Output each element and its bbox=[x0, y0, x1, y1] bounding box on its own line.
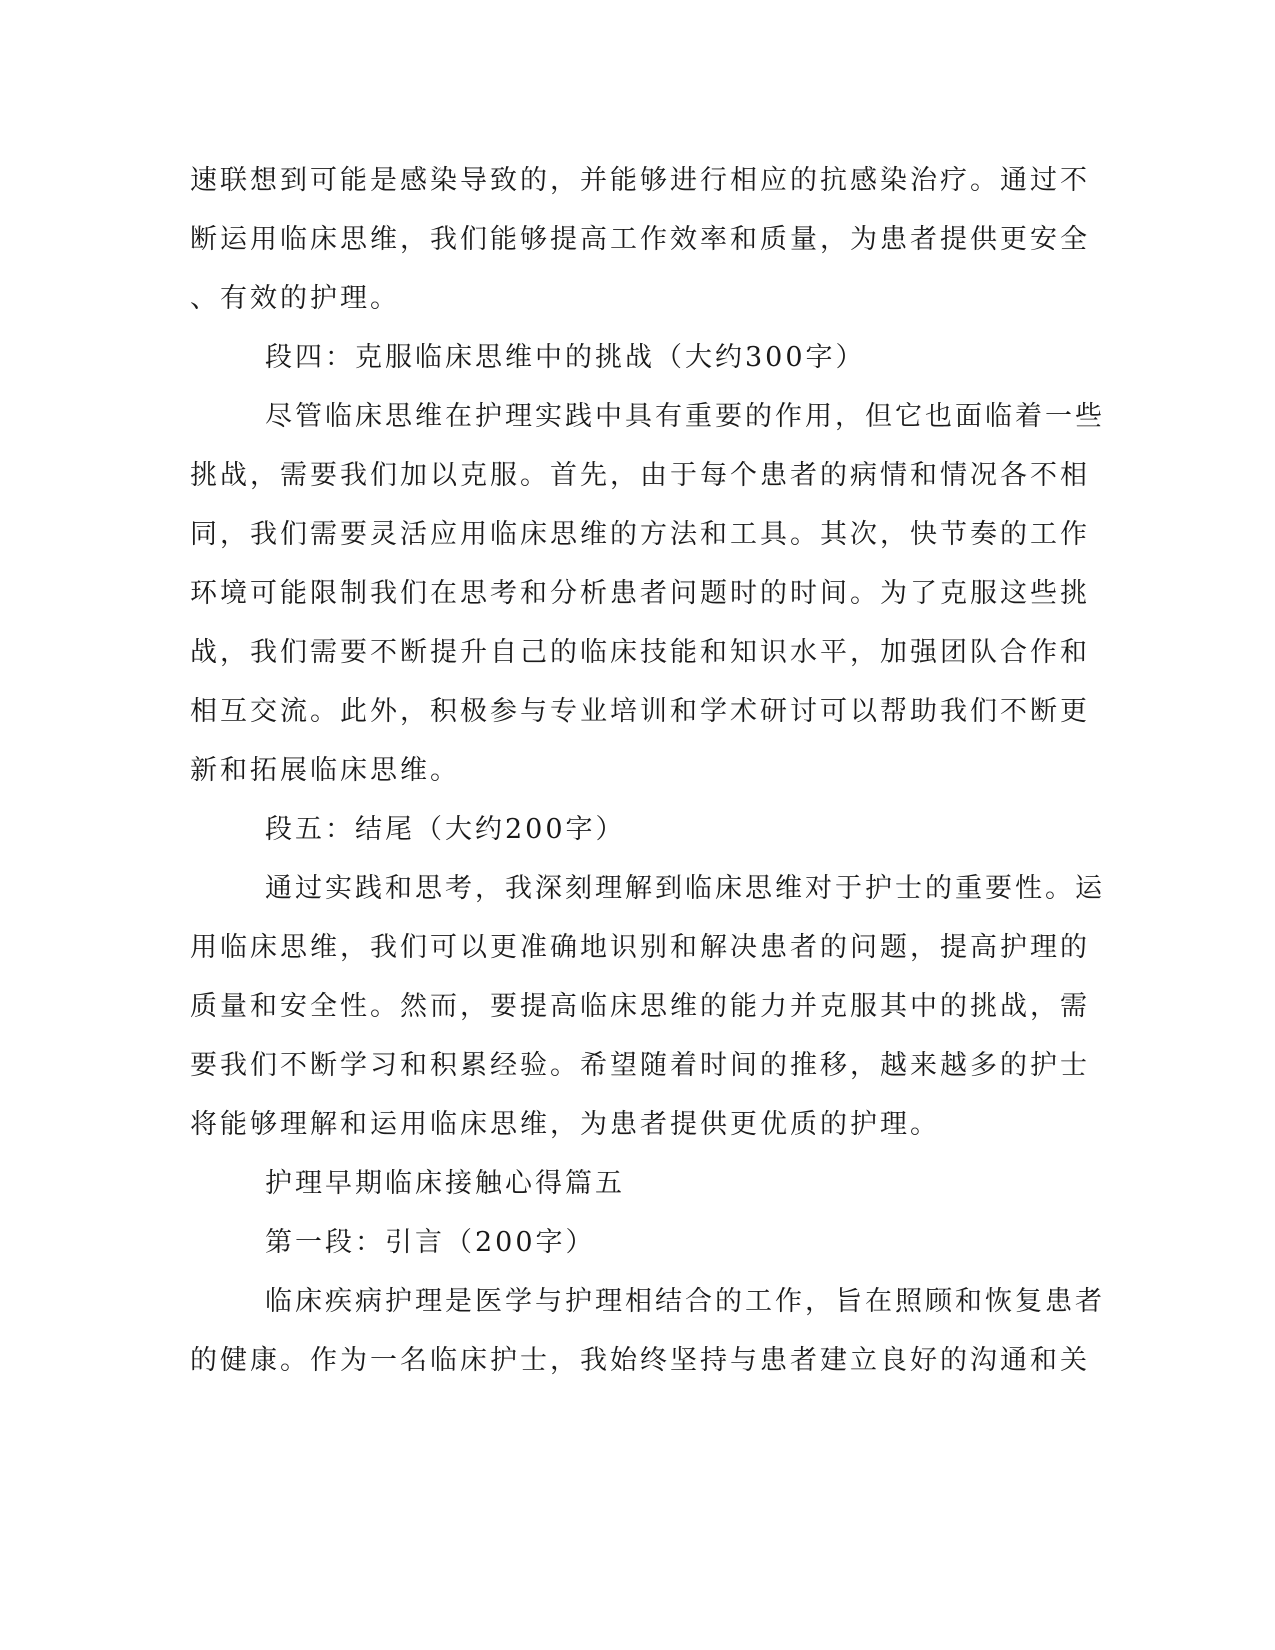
text-line: 将能够理解和运用临床思维，为患者提供更优质的护理。 bbox=[190, 1109, 940, 1140]
text-line: 质量和安全性。然而，要提高临床思维的能力并克服其中的挑战，需 bbox=[190, 991, 1090, 1022]
section-heading: 段五：结尾（大约200字） bbox=[265, 814, 626, 845]
text-line: 要我们不断学习和积累经验。希望随着时间的推移，越来越多的护士 bbox=[190, 1050, 1090, 1081]
section-heading: 第一段：引言（200字） bbox=[265, 1227, 596, 1258]
text-line: 环境可能限制我们在思考和分析患者问题时的时间。为了克服这些挑 bbox=[190, 578, 1090, 609]
text-line: 通过实践和思考，我深刻理解到临床思维对于护士的重要性。运 bbox=[265, 873, 1105, 904]
text-line: 的健康。作为一名临床护士，我始终坚持与患者建立良好的沟通和关 bbox=[190, 1345, 1090, 1376]
text-line: 临床疾病护理是医学与护理相结合的工作，旨在照顾和恢复患者 bbox=[265, 1286, 1105, 1317]
text-line: 断运用临床思维，我们能够提高工作效率和质量，为患者提供更安全 bbox=[190, 224, 1090, 255]
text-line: 速联想到可能是感染导致的，并能够进行相应的抗感染治疗。通过不 bbox=[190, 165, 1090, 196]
text-line: 挑战，需要我们加以克服。首先，由于每个患者的病情和情况各不相 bbox=[190, 460, 1090, 491]
text-line: 战，我们需要不断提升自己的临床技能和知识水平，加强团队合作和 bbox=[190, 637, 1090, 668]
text-line: 用临床思维，我们可以更准确地识别和解决患者的问题，提高护理的 bbox=[190, 932, 1090, 963]
article-title: 护理早期临床接触心得篇五 bbox=[265, 1168, 625, 1199]
text-line: 同，我们需要灵活应用临床思维的方法和工具。其次，快节奏的工作 bbox=[190, 519, 1090, 550]
text-line: 、有效的护理。 bbox=[190, 283, 400, 314]
text-line: 新和拓展临床思维。 bbox=[190, 755, 460, 786]
section-heading: 段四：克服临床思维中的挑战（大约300字） bbox=[265, 342, 866, 373]
text-line: 尽管临床思维在护理实践中具有重要的作用，但它也面临着一些 bbox=[265, 401, 1105, 432]
text-line: 相互交流。此外，积极参与专业培训和学术研讨可以帮助我们不断更 bbox=[190, 696, 1090, 727]
